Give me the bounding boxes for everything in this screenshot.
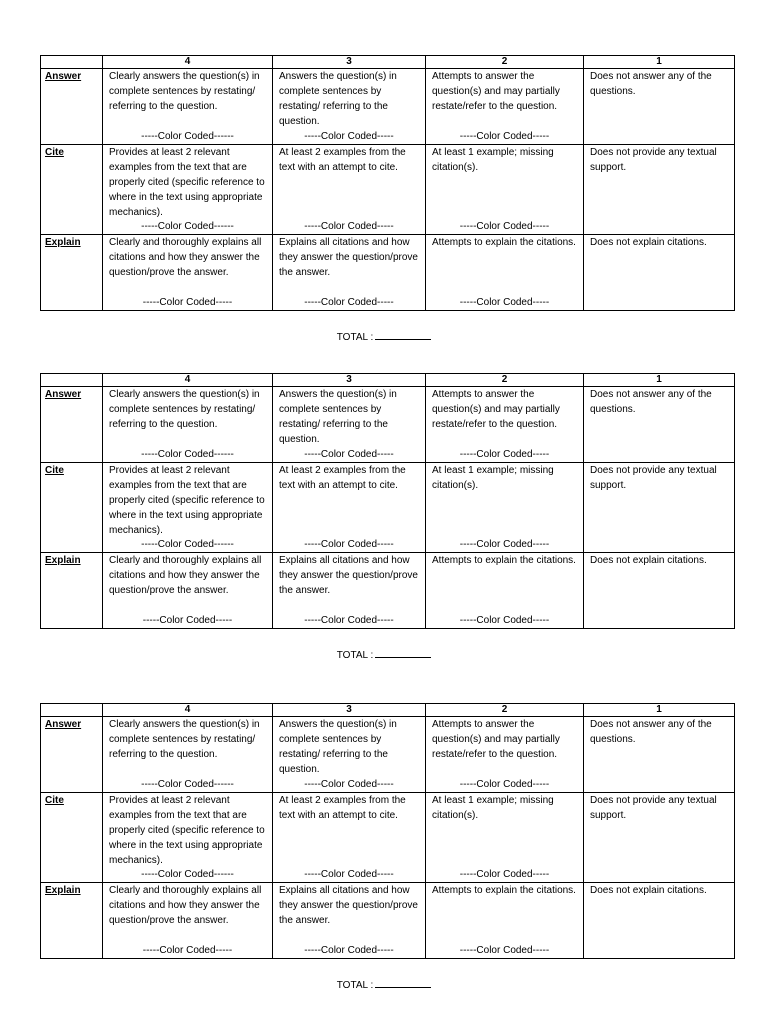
criterion-label: Answer	[41, 717, 103, 793]
rubric-cell	[103, 69, 273, 145]
rubric-header-row	[41, 374, 735, 387]
color-coded-note: -----Color Coded-----	[459, 297, 550, 308]
criterion-row-explain	[41, 553, 735, 629]
score-header-3: 3	[273, 56, 426, 69]
rubric-cell	[584, 387, 735, 463]
cell-description: At least 2 examples from the text with an attempt to cite.	[279, 465, 406, 491]
cell-description: At least 2 examples from the text with an attempt to cite.	[279, 147, 406, 173]
rubric-cell	[584, 463, 735, 553]
color-coded-note: -----Color Coded-----	[304, 449, 394, 460]
cell-description: Attempts to answer the question(s) and may partially restate/refer to the question.	[432, 389, 560, 430]
cell-description: Does not explain citations.	[590, 555, 707, 566]
rubric-cell	[584, 69, 735, 145]
total-blank[interactable]	[375, 646, 431, 658]
criterion-label: Answer	[41, 69, 103, 145]
score-header-1: 1	[584, 56, 735, 69]
color-coded-note: -----Color Coded------	[141, 131, 234, 142]
rubric-cell	[103, 463, 273, 553]
cell-description: At least 1 example; missing citation(s).	[432, 147, 554, 173]
color-coded-note: -----Color Coded-----	[304, 131, 394, 142]
cell-description: Attempts to answer the question(s) and may partially restate/refer to the question.	[432, 719, 560, 760]
score-header-1: 1	[584, 704, 735, 717]
criterion-label: Cite	[41, 463, 103, 553]
rubric-cell	[103, 717, 273, 793]
cell-description: Clearly and thoroughly explains all citations and how they answer the question/prove the answer.	[109, 237, 262, 278]
rubric-cell	[584, 793, 735, 883]
cell-description: Answers the question(s) in complete sentences by restating/ referring to the question.	[279, 71, 397, 127]
color-coded-note: -----Color Coded-----	[459, 945, 550, 956]
cell-description: Attempts to explain the citations.	[432, 885, 576, 896]
criterion-row-answer	[41, 717, 735, 793]
rubric-cell	[103, 883, 273, 959]
color-coded-note: -----Color Coded-----	[459, 869, 550, 880]
score-header-3: 3	[273, 704, 426, 717]
total-line	[0, 976, 768, 993]
rubric-cell	[426, 387, 584, 463]
rubric-cell	[103, 387, 273, 463]
cell-description: Explains all citations and how they answer the question/prove the answer.	[279, 885, 418, 926]
color-coded-note: -----Color Coded-----	[459, 449, 550, 460]
criterion-label: Explain	[41, 553, 103, 629]
criterion-row-answer	[41, 387, 735, 463]
cell-description: Attempts to answer the question(s) and may partially restate/refer to the question.	[432, 71, 560, 112]
color-coded-note: -----Color Coded------	[141, 869, 234, 880]
rubric-cell	[426, 235, 584, 311]
color-coded-note: -----Color Coded-----	[304, 945, 394, 956]
criterion-row-answer	[41, 69, 735, 145]
rubric-cell	[273, 235, 426, 311]
total-line	[0, 646, 768, 663]
rubric-cell	[273, 793, 426, 883]
color-coded-note: -----Color Coded-----	[142, 945, 233, 956]
cell-description: Does not explain citations.	[590, 237, 707, 248]
rubric-cell	[273, 717, 426, 793]
criterion-label: Cite	[41, 145, 103, 235]
cell-description: At least 2 examples from the text with an attempt to cite.	[279, 795, 406, 821]
color-coded-note: -----Color Coded-----	[459, 131, 550, 142]
total-line	[0, 328, 768, 345]
cell-description: Does not provide any textual support.	[590, 147, 717, 173]
criterion-row-explain	[41, 883, 735, 959]
rubric-cell	[273, 883, 426, 959]
criterion-label: Explain	[41, 235, 103, 311]
rubric-cell	[273, 387, 426, 463]
score-header-4: 4	[103, 56, 273, 69]
cell-description: Does not answer any of the questions.	[590, 719, 712, 745]
rubric-cell	[103, 793, 273, 883]
score-header-1: 1	[584, 374, 735, 387]
cell-description: Does not answer any of the questions.	[590, 71, 712, 97]
color-coded-note: -----Color Coded-----	[459, 221, 550, 232]
rubric-table	[40, 703, 735, 959]
cell-description: Clearly and thoroughly explains all citations and how they answer the question/prove the answer.	[109, 885, 262, 926]
rubric-cell	[426, 463, 584, 553]
rubric-cell	[426, 793, 584, 883]
rubric-cell	[584, 883, 735, 959]
criterion-label: Explain	[41, 883, 103, 959]
score-header-2: 2	[426, 374, 584, 387]
color-coded-note: -----Color Coded------	[141, 779, 234, 790]
cell-description: Does not explain citations.	[590, 885, 707, 896]
cell-description: Clearly answers the question(s) in complete sentences by restating/ referring to the question.	[109, 389, 260, 430]
score-header-4: 4	[103, 374, 273, 387]
rubric-table	[40, 373, 735, 629]
color-coded-note: -----Color Coded-----	[304, 539, 394, 550]
rubric-cell	[273, 145, 426, 235]
rubric-cell	[426, 69, 584, 145]
cell-description: Clearly answers the question(s) in complete sentences by restating/ referring to the question.	[109, 719, 260, 760]
cell-description: Attempts to explain the citations.	[432, 237, 576, 248]
rubric-cell	[103, 235, 273, 311]
cell-description: Attempts to explain the citations.	[432, 555, 576, 566]
rubric-header-row	[41, 56, 735, 69]
color-coded-note: -----Color Coded------	[141, 539, 234, 550]
cell-description: Provides at least 2 relevant examples from the text that are properly cited (specific reference to where in the text using appropriate mechanics).	[109, 147, 265, 218]
header-blank-cell	[41, 704, 103, 717]
total-label: TOTAL :	[336, 650, 374, 661]
rubric-cell	[584, 717, 735, 793]
cell-description: Clearly and thoroughly explains all citations and how they answer the question/prove the answer.	[109, 555, 262, 596]
color-coded-note: -----Color Coded-----	[459, 539, 550, 550]
cell-description: Explains all citations and how they answer the question/prove the answer.	[279, 555, 418, 596]
cell-description: Answers the question(s) in complete sentences by restating/ referring to the question.	[279, 719, 397, 775]
color-coded-note: -----Color Coded-----	[304, 221, 394, 232]
cell-description: At least 1 example; missing citation(s).	[432, 795, 554, 821]
total-blank[interactable]	[375, 976, 431, 988]
color-coded-note: -----Color Coded-----	[459, 779, 550, 790]
rubric-cell	[426, 145, 584, 235]
rubric-cell	[273, 553, 426, 629]
rubric-cell	[584, 553, 735, 629]
criterion-label: Cite	[41, 793, 103, 883]
score-header-3: 3	[273, 374, 426, 387]
score-header-2: 2	[426, 704, 584, 717]
rubric-cell	[273, 69, 426, 145]
criterion-row-cite	[41, 793, 735, 883]
rubric-cell	[273, 463, 426, 553]
cell-description: Clearly answers the question(s) in complete sentences by restating/ referring to the question.	[109, 71, 260, 112]
color-coded-note: -----Color Coded-----	[304, 869, 394, 880]
header-blank-cell	[41, 56, 103, 69]
cell-description: Does not provide any textual support.	[590, 795, 717, 821]
total-blank[interactable]	[375, 328, 431, 340]
color-coded-note: -----Color Coded------	[141, 221, 234, 232]
criterion-row-cite	[41, 145, 735, 235]
color-coded-note: -----Color Coded-----	[304, 779, 394, 790]
score-header-4: 4	[103, 704, 273, 717]
cell-description: Answers the question(s) in complete sentences by restating/ referring to the question.	[279, 389, 397, 445]
header-blank-cell	[41, 374, 103, 387]
color-coded-note: -----Color Coded-----	[459, 615, 550, 626]
rubric-cell	[584, 235, 735, 311]
rubric-cell	[426, 883, 584, 959]
color-coded-note: -----Color Coded-----	[142, 297, 233, 308]
rubric-cell	[103, 145, 273, 235]
total-label: TOTAL :	[336, 332, 374, 343]
color-coded-note: -----Color Coded-----	[304, 615, 394, 626]
rubric-cell	[426, 553, 584, 629]
cell-description: At least 1 example; missing citation(s).	[432, 465, 554, 491]
color-coded-note: -----Color Coded-----	[142, 615, 233, 626]
cell-description: Explains all citations and how they answer the question/prove the answer.	[279, 237, 418, 278]
criterion-label: Answer	[41, 387, 103, 463]
cell-description: Provides at least 2 relevant examples from the text that are properly cited (specific reference to where in the text using appropriate mechanics).	[109, 465, 265, 536]
rubric-cell	[103, 553, 273, 629]
criterion-row-cite	[41, 463, 735, 553]
rubric-cell	[584, 145, 735, 235]
color-coded-note: -----Color Coded-----	[304, 297, 394, 308]
cell-description: Does not answer any of the questions.	[590, 389, 712, 415]
total-label: TOTAL :	[336, 980, 374, 991]
color-coded-note: -----Color Coded------	[141, 449, 234, 460]
rubric-table	[40, 55, 735, 311]
cell-description: Provides at least 2 relevant examples from the text that are properly cited (specific reference to where in the text using appropriate mechanics).	[109, 795, 265, 866]
score-header-2: 2	[426, 56, 584, 69]
cell-description: Does not provide any textual support.	[590, 465, 717, 491]
rubric-header-row	[41, 704, 735, 717]
rubric-cell	[426, 717, 584, 793]
criterion-row-explain	[41, 235, 735, 311]
